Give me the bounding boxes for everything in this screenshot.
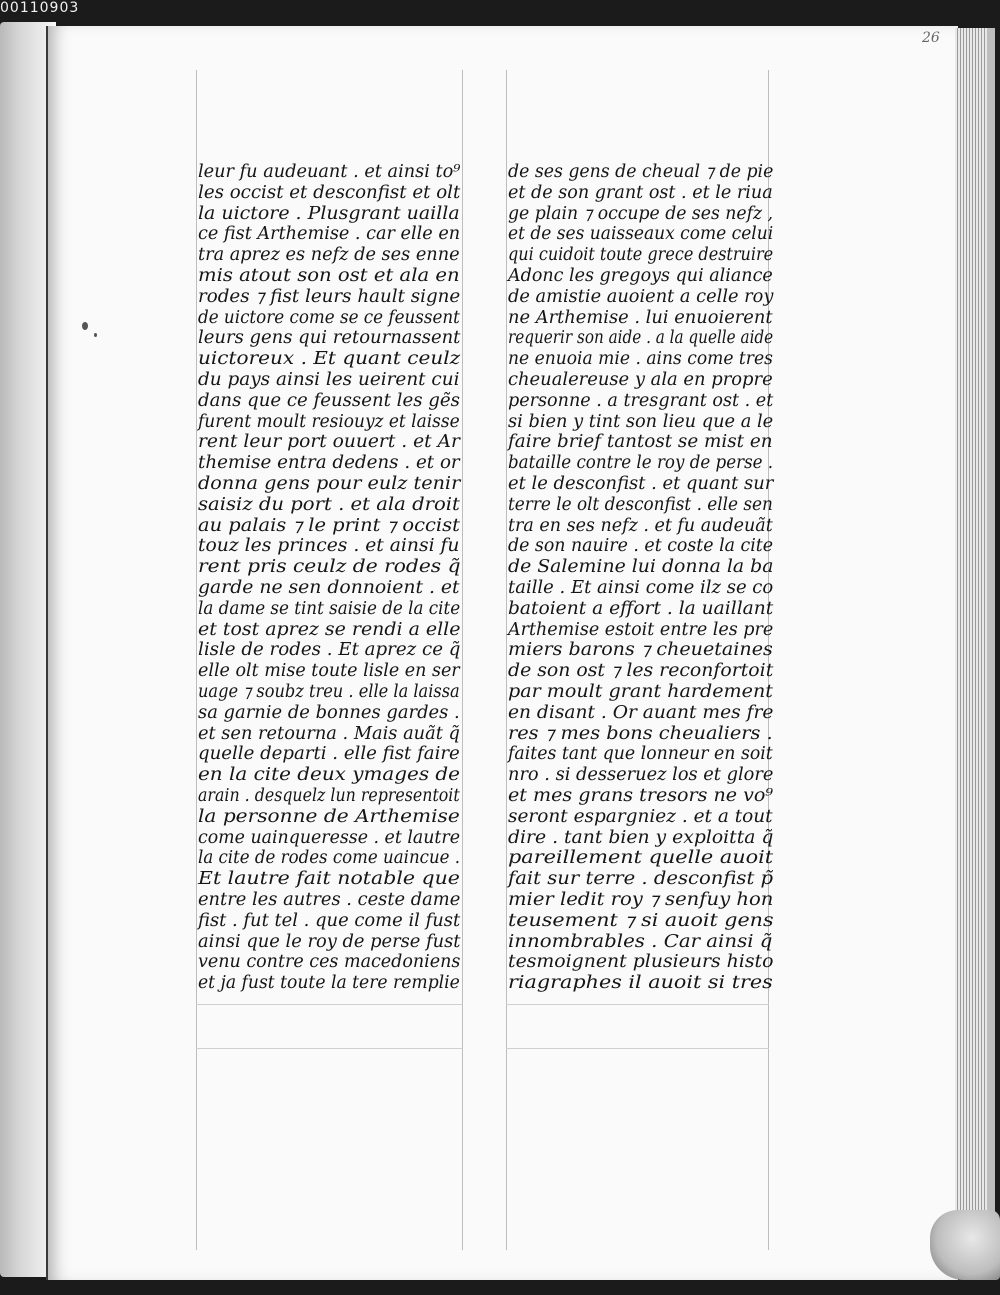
text-line: touz les princes . et ainsi fu	[198, 536, 460, 557]
text-line: seront espargniez . et a tout	[508, 806, 773, 827]
text-line: par moult grant hardement	[508, 682, 773, 702]
text-line: entre les autres . ceste dame	[198, 890, 461, 910]
text-line: cheualereuse y ala en propre	[508, 370, 773, 390]
text-line: ce fist Arthemise . car elle en	[198, 224, 461, 245]
text-line: du pays ainsi les ueirent cui	[198, 370, 460, 390]
text-line: bataille contre le roy de perse .	[508, 453, 774, 474]
text-line: et ja fust toute la tere remplie	[198, 973, 460, 994]
text-line: leurs gens qui retournassent	[198, 328, 461, 349]
text-line: terre le olt desconfist . elle sen	[508, 494, 773, 515]
text-line: de Salemine lui donna la ba	[508, 557, 774, 578]
text-line: de uictore come se ce feussent	[198, 307, 460, 328]
text-line: personne . a tresgrant ost . et	[508, 390, 774, 411]
text-line: mier ledit roy ⁊ senfuy hon	[508, 890, 774, 910]
text-line: tra aprez es nefz de ses enne	[198, 245, 460, 266]
text-line: et le desconfist . et quant sur	[508, 474, 774, 494]
text-line: de ses gens de cheual ⁊ de pie	[508, 162, 774, 182]
text-line: les occist et desconfist et olt	[198, 182, 461, 203]
text-line: Et lautre fait notable que	[198, 869, 460, 890]
text-line: ne Arthemise . lui enuoierent	[508, 307, 773, 328]
text-line: riagraphes il auoit si tres	[508, 973, 773, 994]
text-line: ne enuoia mie . ains come tres	[508, 349, 773, 370]
text-line: sa garnie de bonnes gardes .	[198, 702, 460, 723]
text-line: la uictore . Plusgrant uailla	[198, 203, 460, 224]
ruling-line-horizontal	[506, 1048, 769, 1049]
text-line: ge plain ⁊ occupe de ses nefz ,	[508, 203, 774, 224]
text-line: elle olt mise toute lisle en ser	[198, 661, 460, 682]
ruling-line-vertical	[506, 70, 507, 1250]
text-line: rent leur port ouuert . et Ar	[198, 432, 460, 453]
text-line: et mes grans tresors ne vo⁹	[508, 786, 774, 806]
folio-number: 26	[922, 30, 940, 46]
text-line: quelle departi . elle fist faire	[198, 744, 460, 765]
text-line: en disant . Or auant mes fre	[508, 702, 774, 723]
manuscript-page	[46, 26, 958, 1280]
frame-id-label: 00110903	[0, 0, 80, 16]
text-line: et de son grant ost . et le riua	[508, 182, 773, 203]
text-line: arain . desquelz lun representoit	[198, 786, 460, 806]
text-line: res ⁊ mes bons cheualiers .	[508, 723, 773, 744]
ruling-line-vertical	[462, 70, 463, 1250]
text-line: tesmoignent plusieurs histo	[508, 952, 774, 973]
ruling-line-horizontal	[196, 1048, 463, 1049]
text-line: saisiz du port . et ala droit	[198, 494, 460, 515]
text-line: la personne de Arthemise	[198, 806, 460, 827]
text-line: de amistie auoient a celle roy	[508, 286, 774, 307]
text-line: faites tant que lonneur en soit	[508, 744, 773, 765]
text-line: si bien y tint son lieu que a le	[508, 411, 774, 432]
ruling-line-vertical	[196, 70, 197, 1250]
page-block-edges	[955, 28, 995, 1278]
text-line: de son nauire . et coste la cite	[508, 536, 774, 557]
text-line: la cite de rodes come uaincue .	[198, 848, 461, 869]
thumb-holding-page	[930, 1210, 1000, 1280]
text-line: taille . Et ainsi come ilz se co	[508, 578, 774, 598]
text-line: Adonc les gregoys qui aliance	[508, 266, 773, 286]
text-line: garde ne sen donnoient . et	[198, 578, 460, 598]
text-line: qui cuidoit toute grece destruire	[508, 245, 774, 266]
text-line: uage ⁊ soubz treu . elle la laissa	[198, 682, 460, 702]
text-line: miers barons ⁊ cheuetaines	[508, 640, 773, 661]
text-line: innombrables . Car ainsi q̃	[508, 931, 773, 952]
text-line: lisle de rodes . Et aprez ce q̃	[198, 640, 461, 661]
text-line: et de ses uaisseaux come celui	[508, 224, 774, 245]
text-line: teusement ⁊ si auoit gens	[508, 910, 774, 931]
text-line: themise entra dedens . et or	[198, 453, 460, 474]
text-line: furent moult resiouyz et laisse	[198, 411, 460, 432]
ruling-line-horizontal	[506, 1004, 769, 1005]
ruling-line-horizontal	[196, 1004, 463, 1005]
text-line: fait sur terre . desconfist p̃	[508, 869, 774, 890]
text-line: ainsi que le roy de perse fust	[198, 931, 461, 952]
text-line: et tost aprez se rendi a elle	[198, 619, 461, 640]
text-line: donna gens pour eulz tenir	[198, 474, 461, 494]
text-line: faire brief tantost se mist en	[508, 432, 773, 453]
text-line: uictoreux . Et quant ceulz	[198, 349, 461, 370]
text-line: pareillement quelle auoit	[508, 848, 774, 869]
text-line: tra en ses nefz . et fu audeuãt	[508, 515, 773, 536]
text-line: rodes ⁊ fist leurs hault signe	[198, 286, 461, 307]
page-blemish	[82, 322, 88, 330]
text-line: leur fu audeuant . et ainsi to⁹	[198, 162, 461, 182]
text-line: requerir son aide . a la quelle aide	[508, 328, 774, 349]
text-line: nro . si desseruez los et glore	[508, 765, 774, 786]
text-line: mis atout son ost et ala en	[198, 266, 460, 286]
text-line: et sen retourna . Mais auãt q̃	[198, 723, 460, 744]
text-line: venu contre ces macedoniens	[198, 952, 461, 973]
text-line: en la cite deux ymages de	[198, 765, 460, 786]
text-line: come uainqueresse . et lautre	[198, 827, 460, 848]
page-blemish	[94, 333, 97, 337]
text-line: dire . tant bien y exploitta q̃	[508, 827, 774, 848]
text-line: rent pris ceulz de rodes q̃	[198, 557, 461, 578]
text-line: batoient a effort . la uaillant	[508, 598, 774, 619]
text-line: au palais ⁊ le print ⁊ occist	[198, 515, 460, 536]
text-line: de son ost ⁊ les reconfortoit	[508, 661, 774, 682]
text-line: fist . fut tel . que come il fust	[198, 910, 461, 931]
text-line: dans que ce feussent les gẽs	[198, 390, 460, 411]
text-line: Arthemise estoit entre les pre	[508, 619, 774, 640]
text-line: la dame se tint saisie de la cite	[198, 598, 461, 619]
